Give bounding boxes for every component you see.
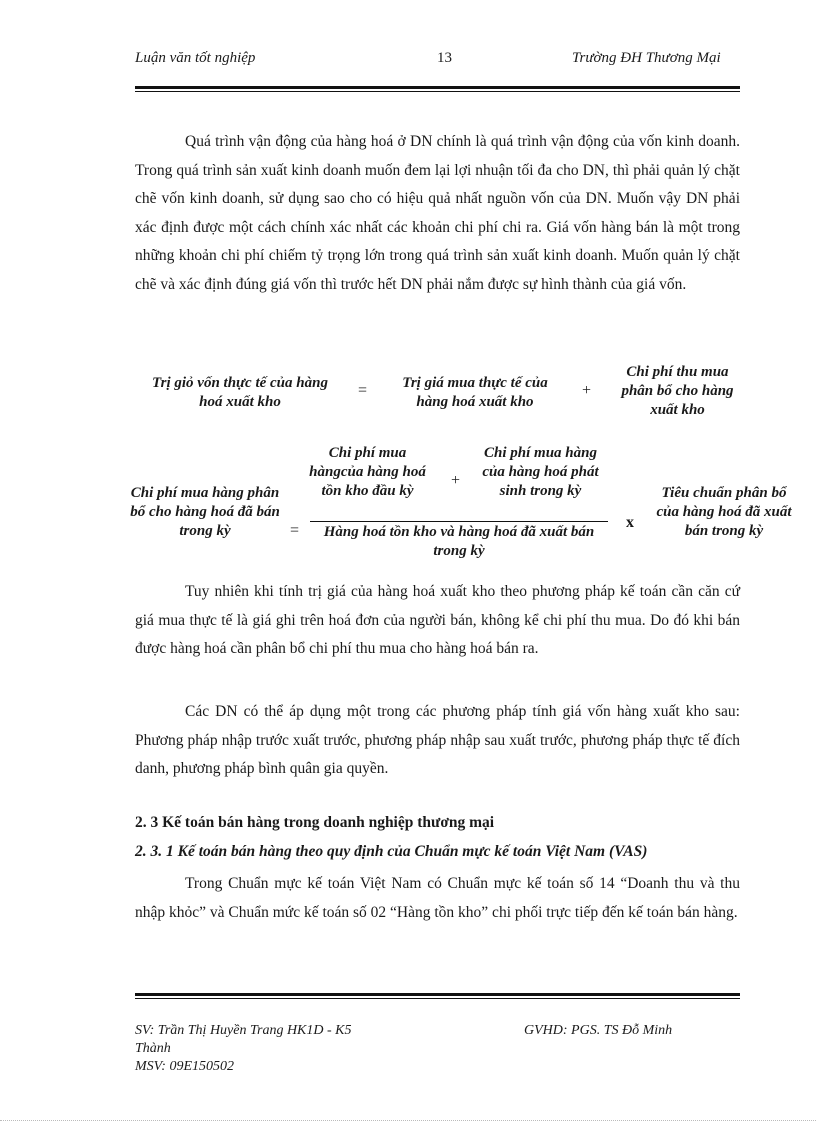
formula1-plus: + <box>582 382 592 399</box>
formula1-lhs: Trị giỏ vốn thực tế của hàng hoá xuất kho <box>152 375 328 410</box>
formula2-rhs: Tiêu chuẩn phân bổ của hàng hoá đã xuất bán trong kỳ <box>656 485 792 539</box>
paragraph-2: Tuy nhiên khi tính trị giá của hàng hoá xuất kho theo phương pháp kế toán cần căn cứ giá mua thực tế là giá ghi trên hoá đơn của người bán, không kể chi phí thu mua. Do đó khi bán được hàng hoá cần phân bổ chi phí thu mua cho hàng hoá bán ra. <box>135 583 740 657</box>
formula2-times: x <box>626 514 634 531</box>
footer-supervisor-cont: Thành <box>135 1041 171 1056</box>
page-number: 13 <box>437 50 452 66</box>
footer-rule <box>135 993 740 999</box>
paragraph-4: Trong Chuẩn mực kế toán Việt Nam có Chuẩn mực kế toán số 14 “Doanh thu và thu nhập khỏc” và Chuẩn mức kế toán số 02 “Hàng tồn kho” chi phối trực tiếp đến kế toán bán hàng. <box>135 875 740 921</box>
footer-student: SV: Trần Thị Huyền Trang HK1D - K5 <box>135 1023 352 1038</box>
header-rule <box>135 86 740 92</box>
formula1-equals: = <box>358 382 368 399</box>
header-right: Trường ĐH Thương Mại <box>572 50 721 66</box>
heading-2-3-1: 2. 3. 1 Kế toán bán hàng theo quy định của Chuẩn mực kế toán Việt Nam (VAS) <box>135 843 648 860</box>
paragraph-1: Quá trình vận động của hàng hoá ở DN chính là quá trình vận động của vốn kinh doanh. Trong quá trình sản xuất kinh doanh muốn đem lại lợi nhuận tối đa cho DN, thì phải quản lý chặt chẽ vốn kinh doanh, sử dụng sao cho có hiệu quả nhất nguồn vốn của DN. Muốn vậy DN phải xác định được một cách chính xác nhất các khoản chi phí chi ra. Giá vốn hàng bán là một trong những khoản chi phí chiếm tỷ trọng lớn trong quá trình sản xuất kinh doanh. Muốn quản lý chặt chẽ và xác định đúng giá vốn thì trước hết DN phải nắm được sự hình thành của giá vốn. <box>135 133 740 293</box>
formula2-numerator-term1: Chi phí mua hàngcủa hàng hoá tồn kho đầu kỳ <box>309 445 426 499</box>
paragraph-3: Các DN có thể áp dụng một trong các phương pháp tính giá vốn hàng xuất kho sau: Phương pháp nhập trước xuất trước, phương pháp nhập sau xuất trước, phương pháp thực tế đích danh, phương pháp bình quân gia quyền. <box>135 703 740 777</box>
heading-2-3: 2. 3 Kế toán bán hàng trong doanh nghiệp thương mại <box>135 814 495 831</box>
formula2-denominator: Hàng hoá tồn kho và hàng hoá đã xuất bán trong kỳ <box>323 524 595 559</box>
formula2-fraction-bar <box>310 521 608 522</box>
formula1-term1: Trị giá mua thực tế của hàng hoá xuất kho <box>402 375 548 410</box>
formula2-numerator-term2: Chi phí mua hàng của hàng hoá phát sinh trong kỳ <box>482 445 599 499</box>
header-left: Luận văn tốt nghiệp <box>135 50 256 66</box>
footer-student-id: MSV: 09E150502 <box>135 1059 235 1074</box>
footer-supervisor: GVHD: PGS. TS Đỗ Minh <box>524 1023 673 1038</box>
formula2-equals: = <box>290 522 300 539</box>
formula2-lhs: Chi phí mua hàng phân bổ cho hàng hoá đã bán trong kỳ <box>130 485 280 539</box>
formula2-plus: + <box>451 472 461 489</box>
formula1-term2: Chi phí thu mua phân bổ cho hàng xuất kho <box>621 364 734 418</box>
page-edge <box>0 1120 816 1121</box>
